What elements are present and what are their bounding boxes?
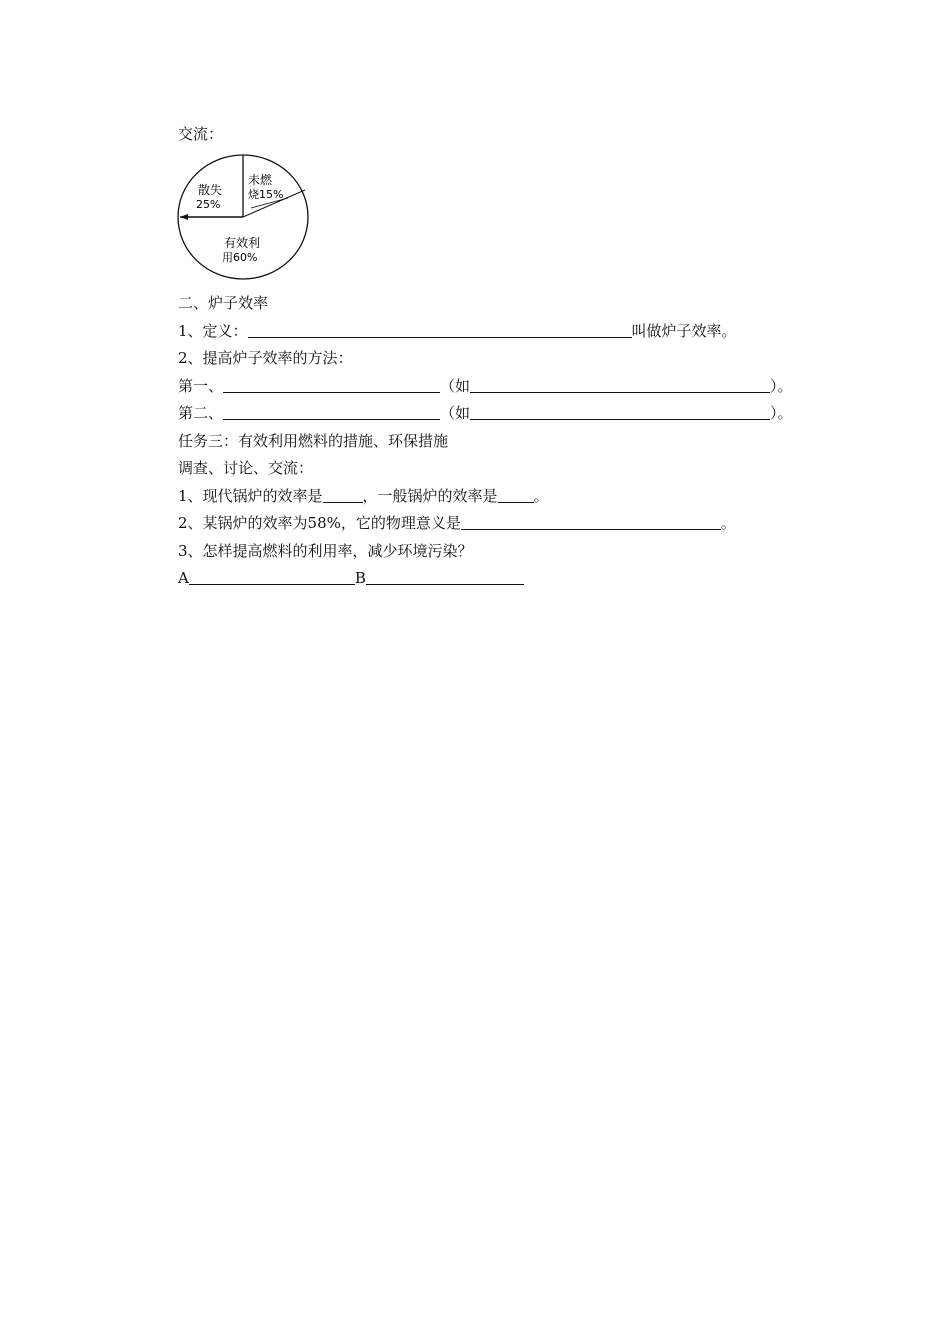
second-method-blank[interactable] [223, 403, 440, 420]
second-example-close: ）。 [770, 404, 793, 422]
first-method-line [178, 375, 793, 397]
q2-prefix: 2、某锅炉的效率为58%，它的物理意义是 [178, 514, 461, 532]
second-example-open: （如 [440, 404, 471, 422]
first-example-open: （如 [440, 377, 471, 395]
energy-pie-chart [176, 152, 312, 282]
first-method-blank[interactable] [223, 376, 440, 393]
second-prefix: 第二、 [178, 404, 224, 422]
answer-b-label: B [354, 569, 366, 587]
slice-label-useful-2: 用60% [222, 251, 258, 264]
slice-label-unburned-1: 未燃 [248, 173, 273, 187]
definition-prefix: 1、定义： [178, 322, 248, 340]
first-prefix: 第一、 [178, 377, 224, 395]
slice-label-useful-1: 有效利 [224, 236, 261, 250]
second-example-blank[interactable] [470, 403, 770, 420]
slice-label-unburned-2: 烧15% [248, 188, 284, 201]
first-example-blank[interactable] [470, 376, 770, 393]
meaning-blank[interactable] [461, 513, 721, 530]
task3-title: 任务三：有效利用燃料的措施、环保措施 [178, 432, 449, 450]
q1-part1: 1、现代锅炉的效率是 [178, 487, 323, 505]
methods-title: 2、提高炉子效率的方法： [178, 349, 353, 367]
q1-end: 。 [533, 487, 549, 505]
question1-line [178, 485, 549, 507]
question2-line [178, 512, 736, 534]
q2-end: 。 [720, 514, 736, 532]
arrow-head [180, 214, 188, 220]
definition-line [178, 320, 737, 342]
answer-a-blank[interactable] [189, 568, 355, 585]
slice-label-lost-1: 散失 [198, 183, 223, 197]
answer-a-label: A [178, 569, 189, 587]
modern-efficiency-blank[interactable] [323, 486, 363, 503]
general-efficiency-blank[interactable] [498, 486, 534, 503]
second-method-line [178, 402, 793, 424]
section2-title: 二、炉子效率 [178, 294, 269, 312]
q1-part2: ，一般锅炉的效率是 [362, 487, 498, 505]
answer-b-blank[interactable] [366, 568, 524, 585]
first-example-close: ）。 [770, 377, 793, 395]
answers-line [178, 567, 524, 589]
definition-suffix: 叫做炉子效率。 [631, 322, 737, 340]
survey-label: 调查、讨论、交流： [178, 459, 314, 477]
exchange-label: 交流： [178, 125, 224, 143]
question3: 3、怎样提高燃料的利用率，减少环境污染？ [178, 542, 473, 560]
definition-blank[interactable] [248, 321, 632, 338]
slice-label-lost-2: 25% [196, 198, 221, 211]
